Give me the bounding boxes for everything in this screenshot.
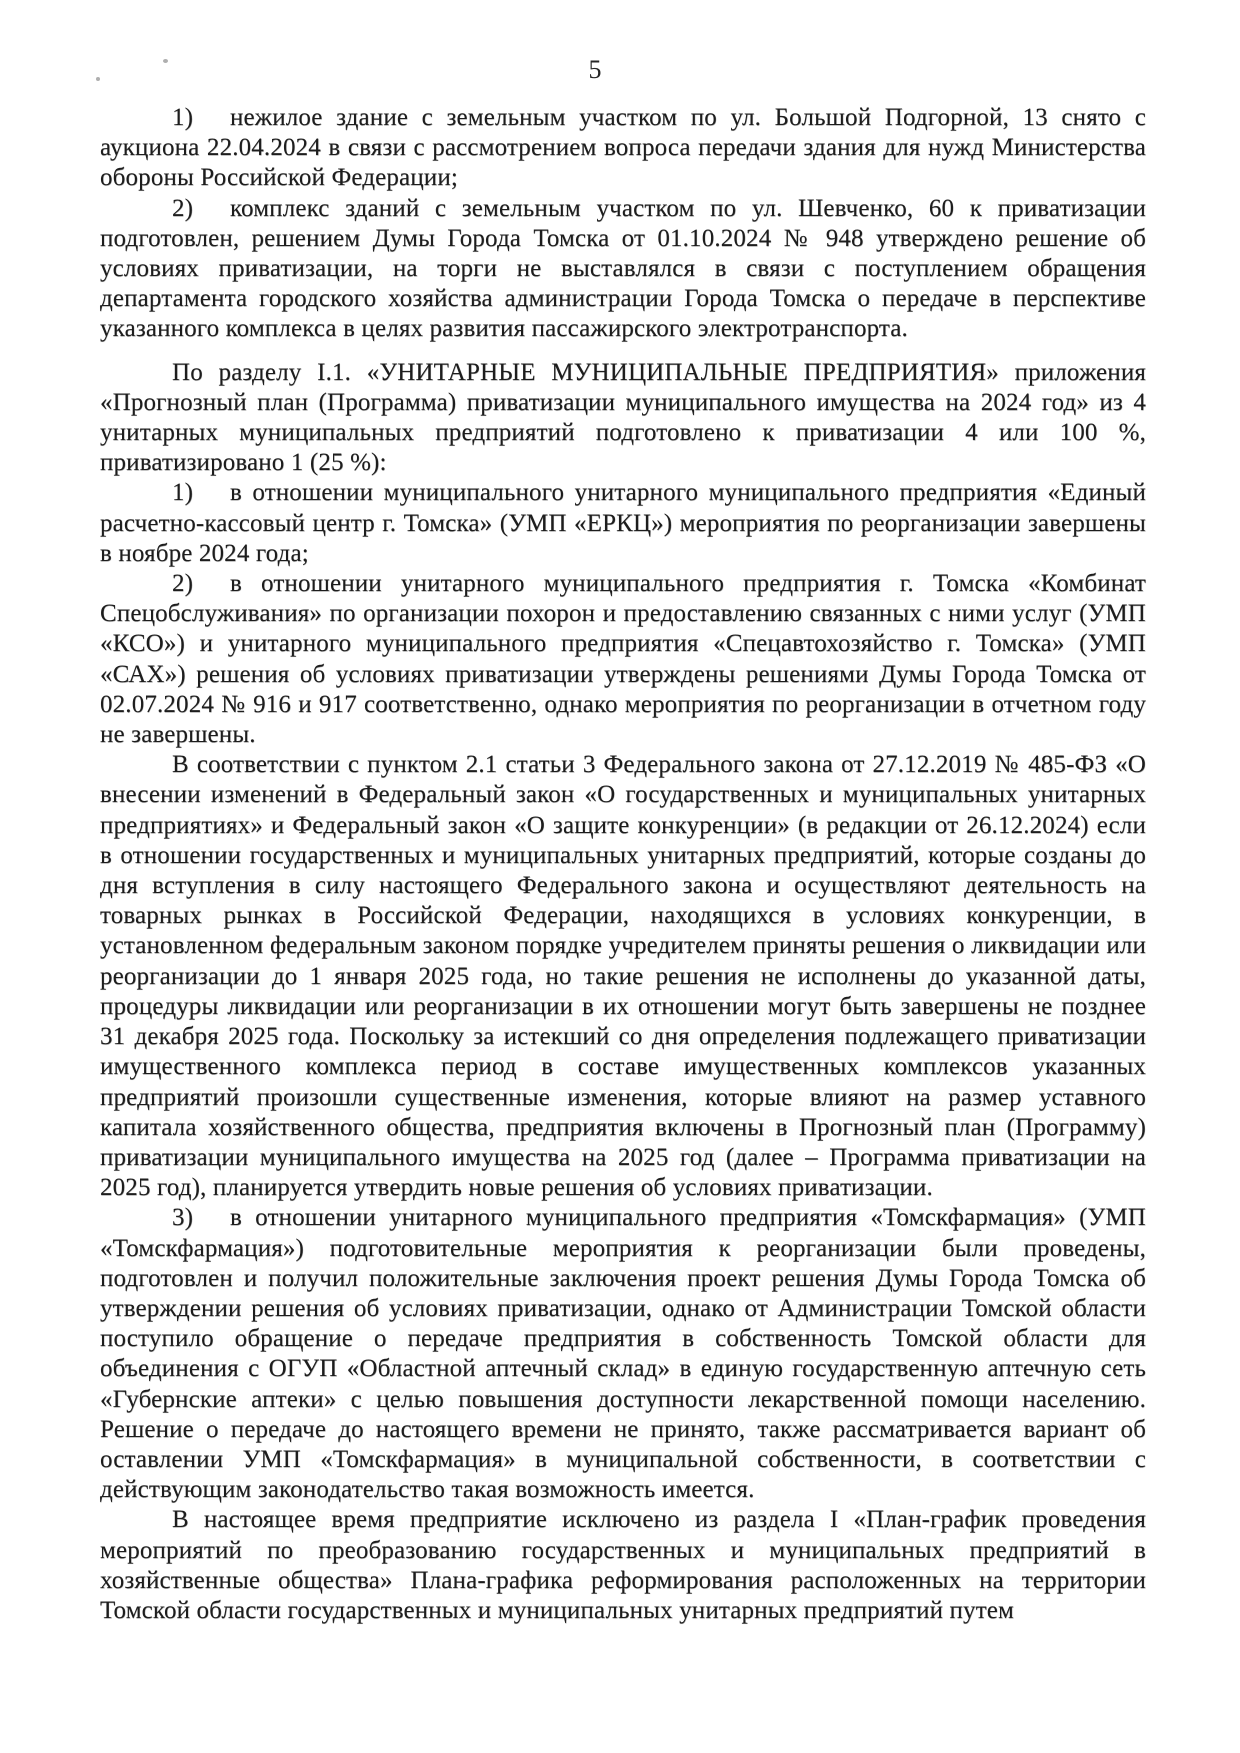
- paragraph-text: В настоящее время предприятие исключено из раздела I «План-график проведения мероприятий по преобразованию государственных и муниципальных предприятий в хозяйственные общества» Плана-графика реформирования расположенных на территории Томской области государственных и муниципальных унитарных предприятий путем: [100, 1506, 1146, 1624]
- paragraph: [100, 103, 1146, 194]
- paragraph: [100, 358, 1146, 479]
- list-number: 2): [172, 194, 194, 222]
- paragraph-text: нежилое здание с земельным участком по ул. Большой Подгорной, 13 снято с аукциона 22.04.2024 в связи с рассмотрением вопроса передачи здания для нужд Министерства обороны Российской Федерации;: [100, 104, 1146, 192]
- paragraph-text: в отношении унитарного муниципального предприятия «Томскфармация» (УМП «Томскфармация») подготовительные мероприятия к реорганизации были проведены, подготовлен и получил положительные заключения проект решения Думы Города Томска об утверждении решения об условиях приватизации, однако от Администрации Томской области поступило обращение о передаче предприятия в собственность Томской области для объединения с ОГУП «Областной аптечный склад» в единую государственную аптечную сеть «Губернские аптеки» с целью повышения доступности лекарственной помощи населению. Решение о передаче до настоящего времени не принято, также рассматривается вариант об оставлении УМП «Томскфармация» в муниципальной собственности, в соответствии с действующим законодательство такая возможность имеется.: [100, 1204, 1146, 1504]
- list-number: 3): [172, 1204, 194, 1232]
- paragraph: [100, 750, 1146, 1203]
- list-number: 2): [172, 570, 194, 598]
- paragraph: [100, 478, 1146, 569]
- paragraph: [100, 194, 1146, 345]
- list-number: 1): [172, 104, 194, 131]
- paragraph: [100, 1505, 1146, 1626]
- paragraph: [100, 1203, 1146, 1505]
- paragraph-text: в отношении унитарного муниципального предприятия г. Томска «Комбинат Спецобслуживания» по организации похорон и предоставлению связанных с ними услуг (УМП «КСО») и унитарного муниципального предприятия «Спецавтохозяйство г. Томска» (УМП «САХ») решения об условиях приватизации утверждены решениями Думы Города Томска от 02.07.2024 № 916 и 917 соответственно, однако мероприятия по реорганизации в отчетном году не завершены.: [100, 570, 1146, 749]
- page-number: 5: [588, 55, 602, 84]
- list-number: 1): [172, 479, 194, 507]
- document-body: [100, 103, 1146, 1626]
- paragraph-text: в отношении муниципального унитарного муниципального предприятия «Единый расчетно-кассовый центр г. Томска» (УМП «ЕРКЦ») мероприятия по реорганизации завершены в ноябре 2024 года;: [100, 479, 1146, 567]
- paragraph-text: комплекс зданий с земельным участком по ул. Шевченко, 60 к приватизации подготовлен, решением Думы Города Томска от 01.10.2024 № 948 утверждено решение об условиях приватизации, на торги не выставлялся в связи с поступлением обращения департамента городского хозяйства администрации Города Томска о передаче в перспективе указанного комплекса в целях развития пассажирского электротранспорта.: [100, 194, 1146, 343]
- paragraph: [100, 569, 1146, 750]
- paragraph-text: В соответствии с пунктом 2.1 статьи 3 Федерального закона от 27.12.2019 № 485-ФЗ «О внесении изменений в Федеральный закон «О государственных и муниципальных унитарных предприятиях» и Федеральный закон «О защите конкуренции» (в редакции от 26.12.2024) если в отношении государственных и муниципальных унитарных предприятий, которые созданы до дня вступления в силу настоящего Федерального закона и осуществляют деятельность на товарных рынках в Российской Федерации, находящихся в условиях конкуренции, в установленном федеральным законом порядке учредителем приняты решения о ликвидации или реорганизации до 1 января 2025 года, но такие решения не исполнены до указанной даты, процедуры ликвидации или реорганизации в их отношении могут быть завершены не позднее 31 декабря 2025 года. Поскольку за истекший со дня определения подлежащего приватизации имущественного комплекса период в составе имущественных комплексов указанных предприятий произошли существенные изменения, которые влияют на размер уставного капитала хозяйственного общества, предприятия включены в Прогнозный план (Программу) приватизации муниципального имущества на 2025 год (далее – Программа приватизации на 2025 год), планируется утвердить новые решения об условиях приватизации.: [100, 751, 1146, 1202]
- paragraph-text: По разделу I.1. «УНИТАРНЫЕ МУНИЦИПАЛЬНЫЕ ПРЕДПРИЯТИЯ» приложения «Прогнозный план (Программа) приватизации муниципального имущества на 2024 год» из 4 унитарных муниципальных предприятий подготовлено к приватизации 4 или 100 %, приватизировано 1 (25 %):: [100, 358, 1146, 477]
